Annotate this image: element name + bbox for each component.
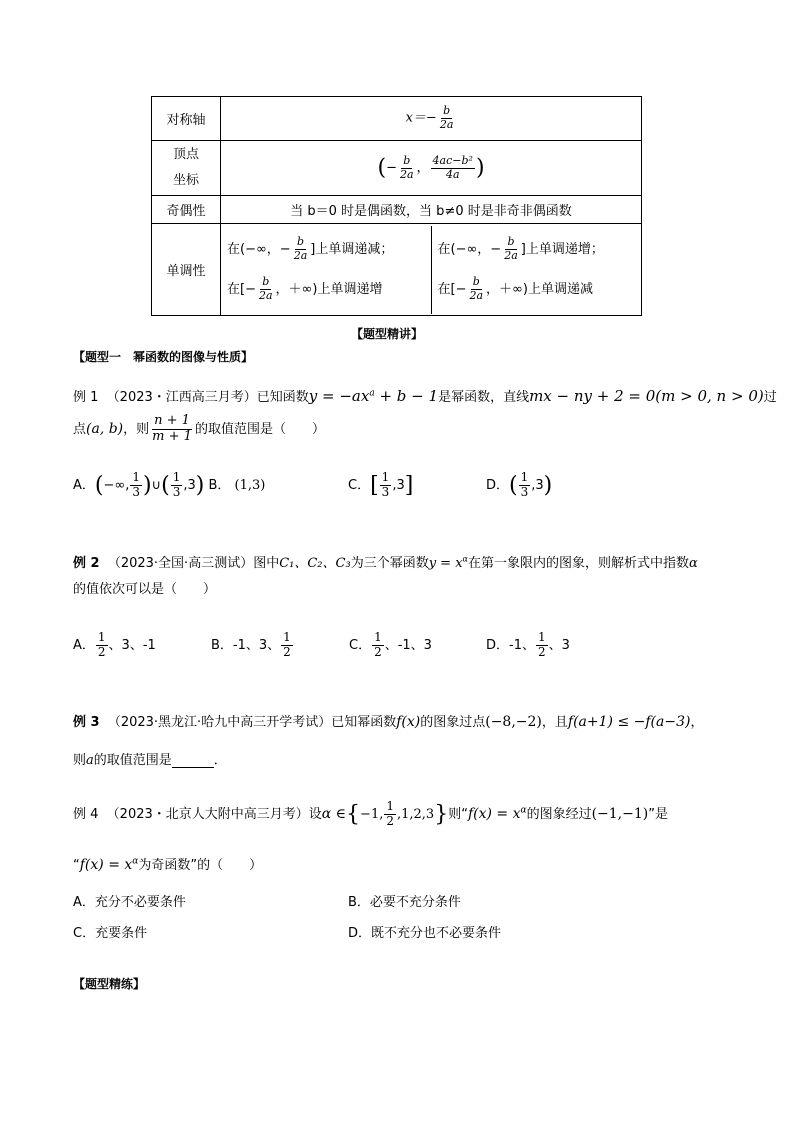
axis-label: 对称轴 (152, 97, 221, 141)
answer-blank[interactable] (172, 755, 214, 768)
ex2-option-c[interactable]: C． $\frac{1}{2}$ 、-1、3 (349, 630, 432, 659)
ex4-option-c[interactable]: C．充要条件 (73, 926, 148, 941)
ex1-options (73, 471, 265, 500)
ex1-option-c[interactable]: C．[ $\frac{1}{3}$ ,3] (348, 470, 414, 499)
ex1-line2: 点(a, b)，则 $\frac{n + 1}{m + 1}$ 的取值范围是（ ） (73, 413, 325, 444)
type1-title: 【题型一 幂函数的图像与性质】 (73, 350, 254, 364)
ex2-option-b[interactable]: B．-1、3、 $\frac{1}{2}$ (211, 630, 291, 659)
ex3-line2: 则a的取值范围是 ． (73, 753, 227, 768)
ex4-option-b[interactable]: B．必要不充分条件 (348, 895, 461, 910)
vertex-label: 顶点 坐标 (152, 141, 221, 196)
ex4-line1: 例 4 （2023・北京人大附中高三月考）设α ∈{−1, $\frac{1}{2}$ ,1,2,3}则“$f(x) = x^\alpha$的图象经过(−1,−1)”是 (73, 799, 668, 828)
ex2-option-d[interactable]: D．-1、 $\frac{1}{2}$ 、3 (486, 630, 570, 659)
ex1-option-b[interactable]: B． (1,3) (208, 477, 266, 493)
mono-right: 在(−∞，− $\frac{b}{2a}$ ]上单调递增； 在[− $\frac{b}{2a}$ ，＋∞)上单调递减 (431, 226, 642, 314)
ex1-option-a[interactable]: A．(−∞, $\frac{1}{3}$ )∪( $\frac{1}{3}$ ,3) (73, 470, 205, 499)
ex1-line1: 例 1 （2023・江西高三月考）已知函数$y = -ax^a + b - 1$是幂函数，直线mx − ny + 2 = 0(m > 0, n > 0)过 (73, 387, 777, 405)
ex3-line1: 例 3 （2023·黑龙江·哈九中高三开学考试）已知幂函数f(x)的图象过点(−8,−2)，且f(a+1) ≤ −f(a−3)， (73, 714, 704, 730)
monotonicity-label: 单调性 (152, 224, 221, 316)
vertex-formula: (− $\frac{b}{2a}$ ， $\frac{\text{4ac−b²}}{4a}$ ) (221, 141, 642, 196)
properties-table (151, 96, 642, 316)
section-title: 【题型精讲】 (351, 327, 424, 341)
ex1-option-d[interactable]: D．( $\frac{1}{3}$ ,3) (486, 470, 553, 499)
ex4-line2: “$f(x) = x^\alpha$为奇函数”的（ ） (73, 856, 263, 873)
ex4-option-d[interactable]: D．既不充分也不必要条件 (348, 926, 502, 941)
ex2-line1: 例 2 （2023·全国·高三测试）图中C₁、C₂、C₃为三个幂函数$y = x^\alpha$在第一象限内的图象，则解析式中指数α (73, 554, 698, 571)
mono-left: 在(−∞，− $\frac{b}{2a}$ ]上单调递减； 在[− $\frac{b}{2a}$ ，＋∞)上单调递增 (227, 234, 394, 302)
practice-title: 【题型精练】 (73, 977, 146, 991)
monotonicity-cell (221, 224, 642, 316)
parity-label: 奇偶性 (152, 196, 221, 224)
ex2-line2: 的值依次可以是（ ） (73, 582, 217, 597)
axis-formula: x＝− $\frac{b}{2a}$ (221, 97, 642, 141)
ex4-option-a[interactable]: A．充分不必要条件 (73, 895, 186, 910)
ex2-option-a[interactable]: A． $\frac{1}{2}$ 、3、-1 (73, 630, 156, 659)
parity-text: 当 b＝0 时是偶函数，当 b≠0 时是非奇非偶函数 (221, 196, 642, 224)
